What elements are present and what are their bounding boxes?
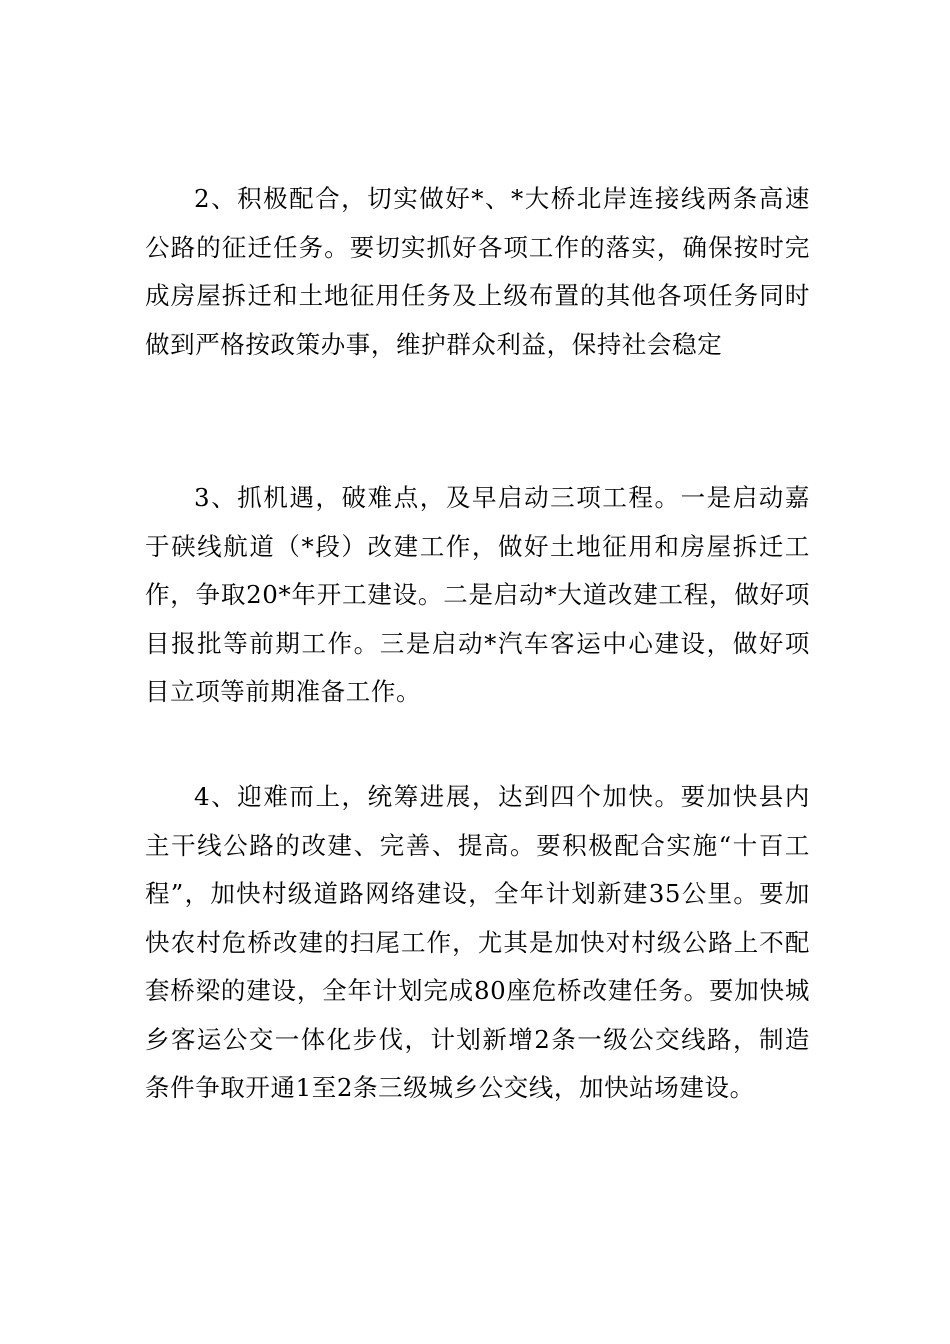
- paragraph-item-4: 4、迎难而上，统筹进展，达到四个加快。要加快县内主干线公路的改建、完善、提高。要积极配合实施“十百工程”，加快村级道路网络建设，全年计划新建35公里。要加快农村危桥改建的扫尾工作，尤其是加快对村级公路上不配套桥梁的建设，全年计划完成80座危桥改建任务。要加快城乡客运公交一体化步伐，计划新增2条一级公交线路，制造条件争取开通1至2条三级城乡公交线，加快站场建设。: [145, 782, 810, 1102]
- paragraph-item-3: 3、抓机遇，破难点，及早启动三项工程。一是启动嘉于硖线航道（*段）改建工作，做好土地征用和房屋拆迁工作，争取20*年开工建设。二是启动*大道改建工程，做好项目报批等前期工作。三是启动*汽车客运中心建设，做好项目立项等前期准备工作。: [145, 483, 810, 706]
- paragraph-item-2: 2、积极配合，切实做好*、*大桥北岸连接线两条高速公路的征迁任务。要切实抓好各项工作的落实，确保按时完成房屋拆迁和土地征用任务及上级布置的其他各项任务同时做到严格按政策办事，维护群众利益，保持社会稳定: [145, 184, 810, 359]
